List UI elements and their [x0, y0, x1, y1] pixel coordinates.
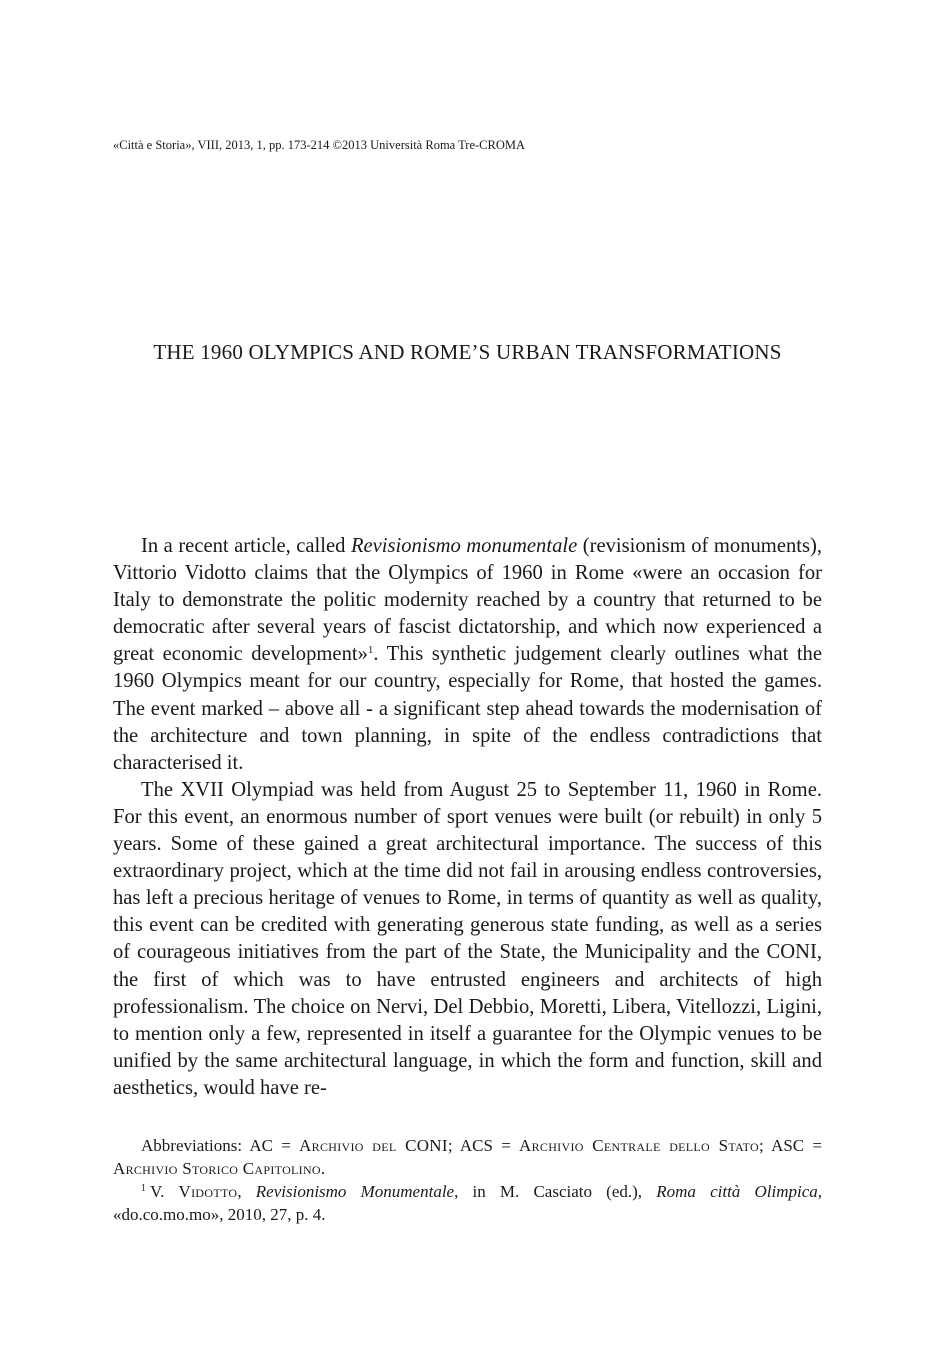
- article-title: THE 1960 OLYMPICS AND ROME’S URBAN TRANSFORMATIONS: [153, 340, 782, 364]
- abbrev-asc: Archivio Storico Capitolino: [113, 1159, 321, 1178]
- abbrev-acs: Archivio Centrale dello Stato: [519, 1136, 760, 1155]
- footnote-1-end: «do.co.mo.mo», 2010, 27, p. 4.: [113, 1205, 326, 1224]
- footnote-1-work: Revisionismo Monumentale: [255, 1182, 455, 1201]
- footnote-ref-1[interactable]: 1: [367, 644, 374, 657]
- footnote-1-number: 1: [141, 1183, 146, 1194]
- paragraph-1-text-b: (revisionism of monuments), Vittorio Vidotto claims that the Olympics of 1960 in Rome «were an occasion for Italy to demonstrate the politic modernity reached by a country that returned to be democratic after several years of fascist dictatorship, and which now experienced a great economic development»: [113, 535, 823, 666]
- footnote-1-book: Roma città Olimpica,: [656, 1182, 822, 1201]
- paragraph-2: The XVII Olympiad was held from August 25 to September 11, 1960 in Rome. For this event, an enormous number of sport venues were built (or rebuilt) in only 5 years. Some of these gained a great architectural importance. The success of this extraordinary project, which at the time did not fail in arousing endless controversies, has left a precious heritage of venues to Rome, in terms of quantity as well as quality, this event can be credited with generating generous state funding, as well as a series of courageous initiatives from the part of the State, the Municipality and the CONI, the first of which was to have entrusted engineers and architects of high professionalism. The choice on Nervi, Del Debbio, Moretti, Libera, Vitellozzi, Ligini, to mention only a few, represented in itself a guarantee for the Olympic venues to be unified by the same architectural language, in which the form and function, skill and aesthetics, would have re-: [113, 778, 822, 1099]
- footnote-1-initial: V.: [150, 1182, 179, 1201]
- footnote-1-mid: , in M. Casciato (ed.),: [454, 1182, 657, 1201]
- abbrev-sep-2: ; ASC =: [759, 1136, 822, 1155]
- paragraph-1: [113, 533, 822, 777]
- cited-article-title: Revisionismo monumentale: [350, 535, 578, 557]
- abbrev-lead: Abbreviations: AC =: [141, 1136, 300, 1155]
- footnote-1: [113, 1180, 822, 1226]
- abbreviations-note: [113, 1134, 822, 1180]
- footnote-1-sep: ,: [237, 1182, 256, 1201]
- running-header: «Città e Storia», VIII, 2013, 1, pp. 173-214 ©2013 Università Roma Tre-CROMA: [113, 138, 526, 152]
- abbrev-end: .: [320, 1159, 326, 1178]
- abbrev-ac: Archivio del CONI: [299, 1136, 448, 1155]
- footnotes: [113, 1134, 822, 1226]
- abbrev-sep-1: ; ACS =: [447, 1136, 520, 1155]
- footnote-1-author: Vidotto: [178, 1182, 238, 1201]
- paragraph-1-text-c: . This synthetic judgement clearly outlines what the 1960 Olympics meant for our country, especially for Rome, that hosted the games. The event marked – above all - a significant step ahead towards the modernisation of the architecture and town planning, in spite of the endless contradictions that characterised it.: [113, 643, 822, 774]
- paragraph-1-text-a: In a recent article, called: [141, 535, 351, 557]
- article-body: [113, 533, 822, 1102]
